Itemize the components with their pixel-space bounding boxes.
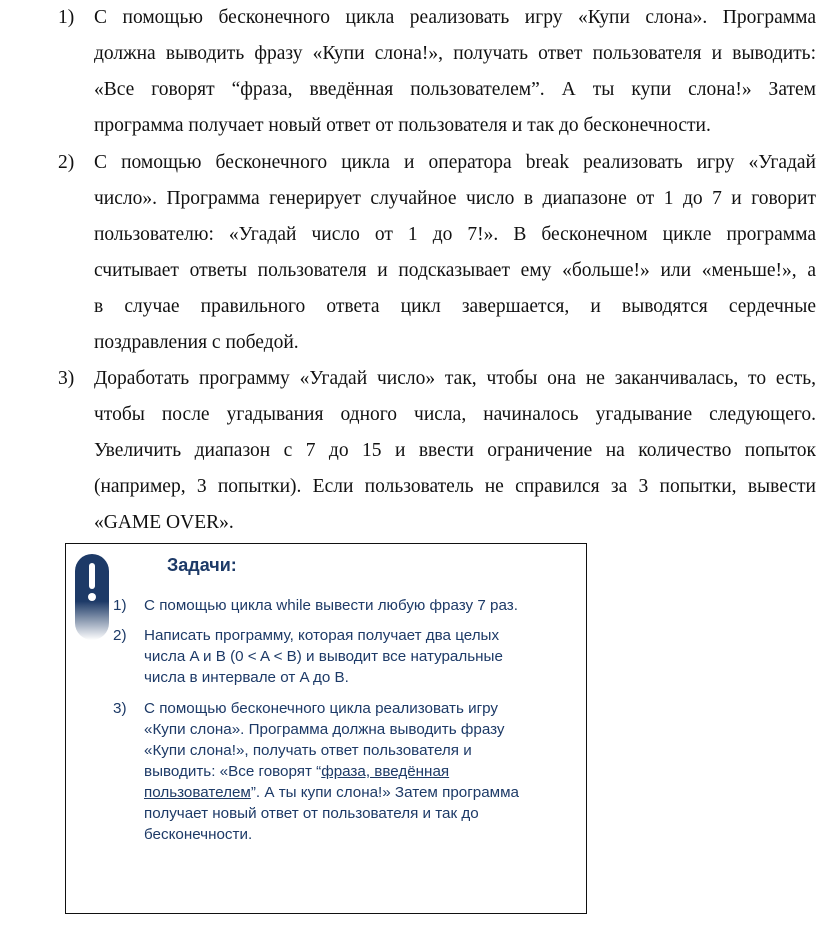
task-line: «Все говорят “фраза, введённая пользователем”. А ты купи слона!» Затем bbox=[94, 79, 816, 100]
panel-item-line bbox=[144, 782, 519, 804]
task-line: программа получает новый ответ от пользователя и так до бесконечности. bbox=[94, 115, 711, 136]
panel-title: Задачи: bbox=[167, 555, 237, 575]
task-line: С помощью бесконечного цикла и оператора break реализовать игру «Угадай bbox=[94, 152, 816, 173]
panel-item-line: С помощью бесконечного цикла реализовать игру bbox=[144, 700, 498, 717]
panel-item-number: 3) bbox=[113, 700, 127, 717]
task-line: пользователю: «Угадай число от 1 до 7!». В бесконечном цикле программа bbox=[94, 224, 816, 245]
task-line: считывает ответы пользователя и подсказывает ему «больше!» или «меньше!», а bbox=[94, 260, 816, 281]
panel-item-number: 1) bbox=[113, 597, 127, 614]
panel-item-number: 2) bbox=[113, 627, 127, 644]
panel-item-line: «Купи слона». Программа должна выводить фразу bbox=[144, 721, 505, 738]
exclamation-warning-icon bbox=[74, 554, 110, 640]
task-line: поздравления с победой. bbox=[94, 332, 299, 353]
task-line: число». Программа генерирует случайное число в диапазоне от 1 до 7 и говорит bbox=[94, 188, 816, 209]
panel-item-line: бесконечности. bbox=[144, 826, 253, 843]
underlined-phrase: фраза, введённая bbox=[321, 763, 450, 780]
task-number: 3) bbox=[58, 368, 75, 389]
panel-item-line: Написать программу, которая получает два целых bbox=[144, 627, 500, 644]
task-line: С помощью бесконечного цикла реализовать игру «Купи слона». Программа bbox=[94, 7, 816, 28]
task-line: чтобы после угадывания одного числа, начиналось угадывание следующего. bbox=[94, 404, 816, 425]
task-line: Увеличить диапазон с 7 до 15 и ввести ограничение на количество попыток bbox=[94, 440, 816, 461]
task-number: 1) bbox=[58, 7, 75, 28]
task-line: Доработать программу «Угадай число» так, чтобы она не заканчивалась, то есть, bbox=[94, 368, 816, 389]
task-line: в случае правильного ответа цикл завершается, и выводятся сердечные bbox=[94, 296, 816, 317]
tasks-slide-panel bbox=[65, 543, 587, 914]
task-line: «GAME OVER». bbox=[94, 512, 234, 533]
panel-item-line: числа A и B (0 < A < B) и выводит все натуральные bbox=[144, 648, 503, 665]
panel-text-span: ”. А ты купи слона!» Затем программа bbox=[250, 784, 519, 801]
panel-item-line bbox=[144, 761, 449, 783]
panel-text-span: выводить: «Все говорят “ bbox=[144, 763, 322, 780]
task-line: должна выводить фразу «Купи слона!», получать ответ пользователя и выводить: bbox=[94, 43, 816, 64]
task-line: (например, 3 попытки). Если пользователь не справился за 3 попытки, вывести bbox=[94, 476, 816, 497]
underlined-phrase: пользователем bbox=[144, 784, 251, 801]
panel-item-line: числа в интервале от A до B. bbox=[144, 669, 349, 686]
panel-item-line: С помощью цикла while вывести любую фразу 7 раз. bbox=[144, 597, 518, 614]
panel-item-line: получает новый ответ от пользователя и так до bbox=[144, 805, 479, 822]
panel-item-line: «Купи слона!», получать ответ пользователя и bbox=[144, 742, 472, 759]
task-number: 2) bbox=[58, 152, 75, 173]
